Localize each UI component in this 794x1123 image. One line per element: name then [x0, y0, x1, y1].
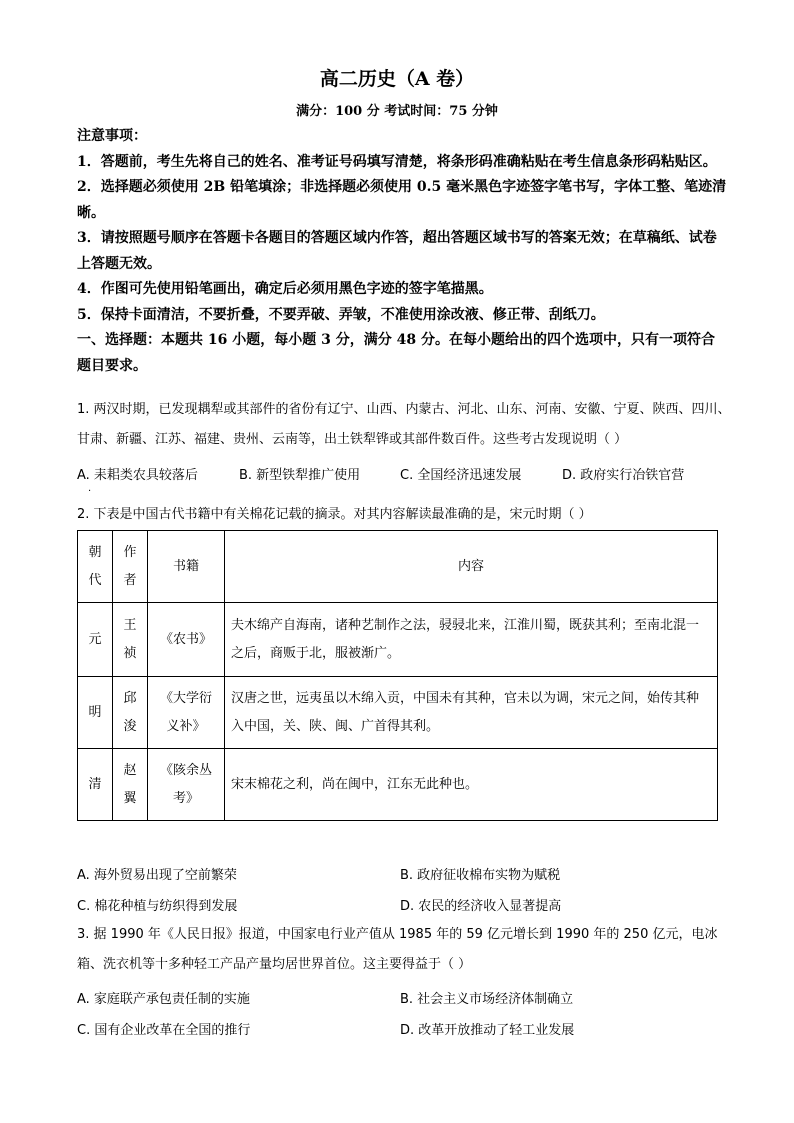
cell-content: 夫木绵产自海南，诸种艺制作之法，骎骎北来，江淮川蜀，既获其利；至南北混一之后，商贩于北，服被渐广。 [225, 603, 718, 677]
note-item-3: 3．请按照题号顺序在答题卡各题目的答题区域内作答，超出答题区域书写的答案无效；在草稿纸、试卷上答题无效。 [77, 230, 717, 272]
q2-option-b: B. 政府征收棉布实物为赋税 [400, 868, 561, 883]
page-title: 高二历史（A 卷） [319, 68, 475, 90]
q3-option-d: D. 改革开放推动了轻工业发展 [400, 1023, 575, 1038]
q2-option-c: C. 棉花种植与纺织得到发展 [77, 899, 238, 914]
cell-dynasty: 明 [78, 677, 113, 749]
note-item-5: 5．保持卡面清洁，不要折叠，不要弄破、弄皱，不准使用涂改液、修正带、刮纸刀。 [77, 306, 605, 323]
notes-heading: 注意事项： [77, 128, 147, 144]
question-3-stem: 3. 据 1990 年《人民日报》报道，中国家电行业产值从 1985 年的 59 亿元增长到 1990 年的 250 亿元，电冰箱、洗衣机等十多种轻工产品产量均居世界首位。这主要得益于（ ） [77, 927, 718, 972]
header-content: 内容 [225, 531, 718, 603]
q1-option-d: D. 政府实行冶铁官营 [562, 468, 685, 483]
q2-option-d: D. 农民的经济收入显著提高 [400, 899, 562, 914]
question-2 [77, 500, 737, 530]
q1-option-a: A. 耒耜类农具较落后 [77, 468, 198, 483]
notes-section [77, 124, 727, 379]
note-item-4: 4．作图可先使用铅笔画出，确定后必须用黑色字迹的签字笔描黑。 [77, 281, 493, 297]
q1-option-c: C. 全国经济迅速发展 [400, 468, 522, 483]
table-row [78, 677, 718, 749]
q1-option-b: B. 新型铁犁推广使用 [239, 468, 361, 483]
q3-option-c: C. 国有企业改革在全国的推行 [77, 1023, 251, 1038]
cell-book: 《农书》 [148, 603, 225, 677]
question-1 [77, 395, 737, 455]
note-item-2: 2．选择题必须使用 2B 铅笔填涂；非选择题必须使用 0.5 毫米黑色字迹签字笔书写，字体工整、笔迹清晰。 [77, 179, 727, 221]
header-dynasty: 朝代 [78, 531, 113, 603]
table-row [78, 749, 718, 821]
header-book: 书籍 [148, 531, 225, 603]
exam-info: 满分：100 分 考试时间：75 分钟 [296, 104, 498, 119]
table-header-row [78, 531, 718, 603]
cell-author: 王祯 [113, 603, 148, 677]
cell-dynasty: 清 [78, 749, 113, 821]
cell-book: 《大学衍义补》 [148, 677, 225, 749]
cell-author: 邱浚 [113, 677, 148, 749]
cell-author: 赵翼 [113, 749, 148, 821]
header-author: 作者 [113, 531, 148, 603]
question-3 [77, 920, 737, 980]
q3-option-b: B. 社会主义市场经济体制确立 [400, 992, 574, 1007]
cell-dynasty: 元 [78, 603, 113, 677]
stray-dot: · [88, 486, 92, 497]
question-1-stem: 1. 两汉时期，已发现耦犁或其部件的省份有辽宁、山西、内蒙古、河北、山东、河南、安徽、宁夏、陕西、四川、甘肃、新疆、江苏、福建、贵州、云南等，出土铁犁铧或其部件数百件。这些考古发现说明（ ） [77, 402, 731, 447]
cell-content: 宋末棉花之利，尚在闽中，江东无此种也。 [225, 749, 718, 821]
q2-option-a: A. 海外贸易出现了空前繁荣 [77, 868, 237, 883]
question-2-stem: 2. 下表是中国古代书籍中有关棉花记载的摘录。对其内容解读最准确的是，宋元时期（ ） [77, 507, 592, 522]
cotton-records-table [77, 530, 718, 821]
cell-content: 汉唐之世，远夷虽以木绵入贡，中国未有其种，官未以为调，宋元之间，始传其种入中国，关、陕、闽、广首得其利。 [225, 677, 718, 749]
q3-option-a: A. 家庭联产承包责任制的实施 [77, 992, 250, 1007]
cell-book: 《陔余丛考》 [148, 749, 225, 821]
table-row [78, 603, 718, 677]
note-item-1: 1．答题前，考生先将自己的姓名、准考证号码填写清楚，将条形码准确粘贴在考生信息条形码粘贴区。 [77, 153, 717, 170]
section-heading: 一、选择题：本题共 16 小题，每小题 3 分，满分 48 分。在每小题给出的四个选项中，只有一项符合题目要求。 [77, 332, 715, 374]
